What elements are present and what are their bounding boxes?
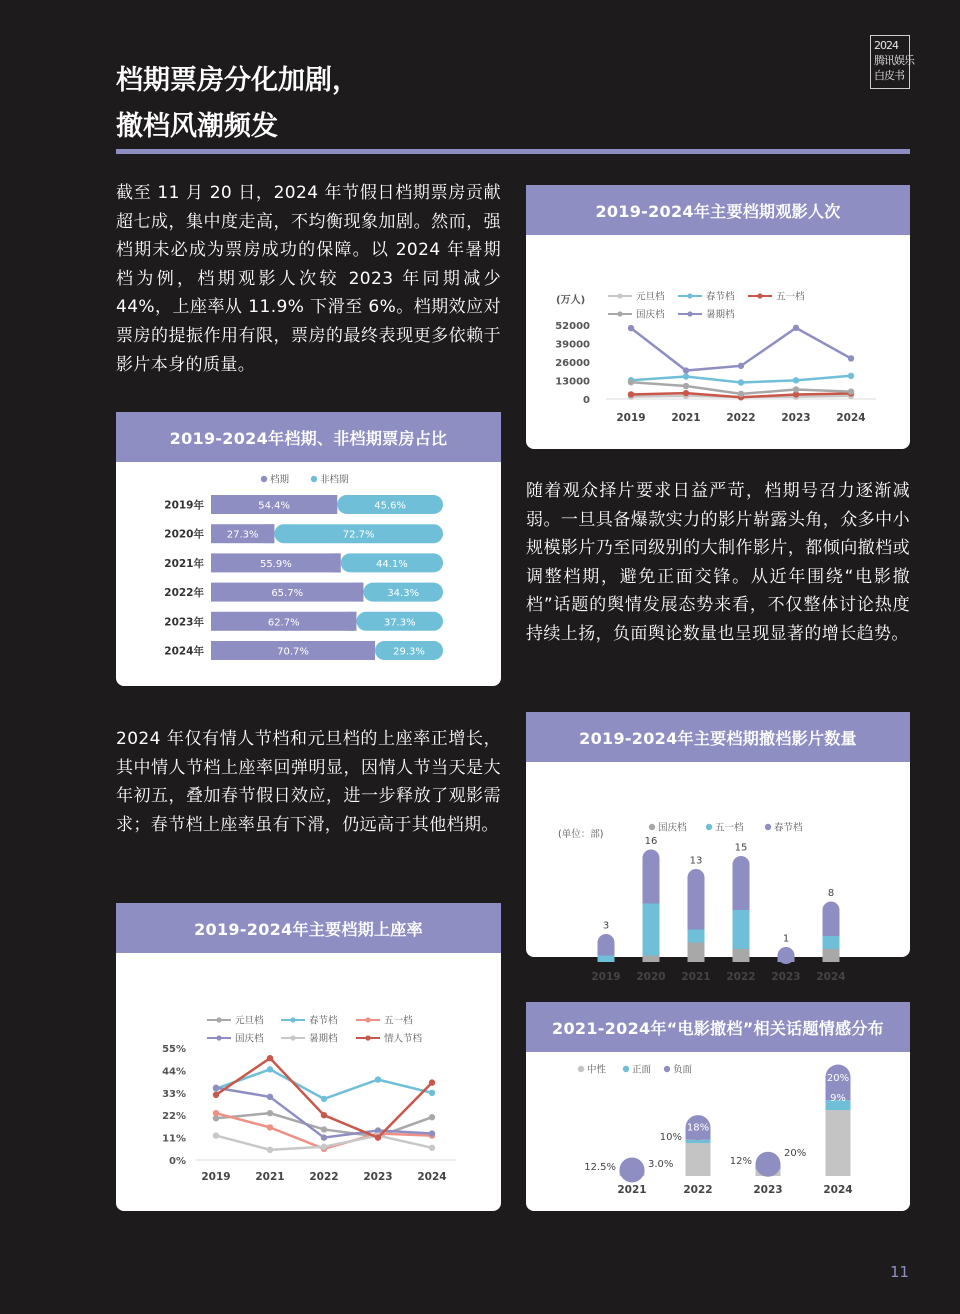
x-tick-label: 2024 [417,1171,447,1183]
x-tick-label: 2021 [255,1171,285,1183]
category-label: 2022年 [164,587,204,600]
bar-cap [733,856,750,873]
data-point [321,1126,327,1132]
data-label: 65.7% [271,588,304,600]
bar-cap [620,1157,645,1182]
paragraph-occupancy: 2024 年仅有情人节档和元旦档的上座率正增长，其中情人节档上座率回弹明显，因情人节当天是大年初五，叠加春节假日效应，进一步释放了观影需求；春节档上座率虽有下滑，仍远高于其他档期。 [116,729,501,835]
x-tick-label: 2023 [771,971,801,983]
y-tick-label: 39000 [555,339,590,351]
data-point [628,391,634,397]
logo-line: 腾讯娱乐 [874,54,914,67]
x-tick-label: 2019 [591,971,621,983]
x-tick-label: 2020 [636,971,666,983]
data-label: 8 [827,888,835,899]
data-label: 16 [644,836,658,847]
occupancy-chart-card [116,903,501,1211]
data-point [321,1134,327,1140]
legend-label: 国庆档 [235,1033,264,1045]
legend-label: 五一档 [384,1015,413,1027]
y-tick-label: 13000 [555,376,590,388]
x-tick-label: 2021 [681,971,711,983]
y-tick-label: 0 [583,395,590,406]
bar-cap [688,869,705,886]
data-label: 3.0% [648,1159,674,1170]
data-label: 9% [830,1093,846,1104]
data-point [267,1094,273,1100]
data-label: 29.3% [393,646,425,658]
legend-label: 五一档 [715,822,744,834]
category-label: 2021年 [164,557,204,570]
data-label: 18% [686,1122,710,1134]
occupancy-line-chart [116,953,501,1211]
bar-cap [823,902,840,919]
section-title-line: 档期票房分化加剧， [116,65,359,96]
legend-marker [311,476,317,482]
bar-cap [778,947,795,964]
whitepaper-logo [870,35,914,89]
data-point [628,325,634,331]
section-title [116,58,359,150]
x-tick-label: 2019 [201,1171,231,1183]
data-label: 12.5% [584,1162,616,1173]
bar-segment [686,1140,711,1143]
data-label: 15 [734,842,748,854]
legend-label: 五一档 [776,291,805,303]
bar-cap [756,1152,781,1177]
unit-label: (万人) [556,295,586,306]
bar-cap [598,934,615,951]
legend-label: 暑期档 [309,1033,338,1045]
category-label: 2019年 [164,499,204,512]
bar-cap [643,850,660,867]
legend-label: 元旦档 [235,1015,264,1027]
x-tick-label: 2022 [683,1184,713,1196]
bar-segment [733,910,750,949]
y-tick-label: 22% [162,1111,186,1123]
x-tick-label: 2022 [309,1171,339,1183]
data-label: 72.7% [342,529,375,541]
legend-marker [578,1066,584,1072]
withdrawn-bar-chart [526,762,910,983]
legend-marker [687,293,692,298]
data-point [429,1130,435,1136]
legend-label: 春节档 [774,822,803,834]
data-point [213,1132,219,1138]
data-point [429,1114,435,1120]
data-label: 55.9% [259,558,292,570]
bar-segment [643,904,660,956]
data-point [267,1124,273,1130]
data-label: 44.1% [375,558,408,570]
legend-marker [664,1066,670,1072]
audience-line-chart [526,235,910,449]
legend-label: 国庆档 [636,309,665,321]
logo-line: 2024 [874,39,898,52]
data-point [793,325,799,331]
x-tick-label: 2021 [617,1184,647,1196]
y-tick-label: 33% [162,1088,186,1100]
chart-title: 2019-2024年档期、非档期票房占比 [116,412,501,462]
y-tick-label: 52000 [555,321,590,332]
section-title-line: 撤档风潮频发 [116,111,278,142]
y-tick-label: 26000 [555,358,590,369]
chart-title: 2019-2024年主要档期上座率 [116,903,501,953]
data-point [429,1079,435,1085]
data-point [848,388,854,394]
legend-marker [365,1035,370,1040]
legend-marker [216,1035,221,1040]
paragraph-box-office: 截至 11 月 20 日，2024 年节假日档期票房贡献超七成，集中度走高，不均衡现象加剧。然而，强档期未必成为票房成功的保障。以 2024 年暑期档为例，档期观影人次较 2023 年同期减少 44%，上座率从 11.9% 下滑至 6%。档期效应对票房的提振作用有限，票房的最终表现更多依赖于影片本身的质量。 [116,183,501,375]
legend-marker [765,824,771,830]
legend-marker [290,1035,295,1040]
legend-label: 中性 [587,1064,607,1076]
data-point [628,379,634,385]
data-point [429,1145,435,1151]
data-point [683,390,689,396]
x-tick-label: 2021 [671,412,701,424]
bar-segment [598,956,615,963]
data-label: 10% [659,1132,682,1143]
y-tick-label: 11% [162,1133,186,1145]
bar-segment [688,943,705,963]
legend-marker [216,1017,221,1022]
bar-segment [733,949,750,962]
bar-segment [643,956,660,963]
data-point [848,373,854,379]
data-label: 34.3% [387,588,420,600]
legend-marker [290,1017,295,1022]
sentiment-bar-chart [526,1052,910,1211]
data-label: 37.3% [383,617,416,629]
category-label: 2023年 [164,616,204,629]
audience-chart-card [526,185,910,449]
data-label: 12% [729,1156,752,1167]
legend-marker [687,311,692,316]
x-tick-label: 2024 [816,971,846,983]
data-point [321,1144,327,1150]
data-label: 1 [782,933,790,945]
x-tick-label: 2022 [726,412,756,424]
withdrawn-chart-card [526,712,910,983]
data-label: 70.7% [277,646,309,658]
legend-label: 元旦档 [636,291,665,303]
legend-label: 春节档 [706,291,735,303]
legend-marker [617,293,622,298]
data-point [375,1134,381,1140]
legend-marker [261,476,267,482]
legend-label: 情人节档 [384,1033,423,1045]
x-tick-label: 2024 [836,412,866,424]
data-point [738,391,744,397]
bar-segment [823,949,840,962]
x-tick-label: 2023 [781,412,811,424]
data-label: 62.7% [267,617,300,629]
logo-line: 白皮书 [874,69,904,82]
legend-label: 负面 [673,1064,693,1076]
data-label: 13 [689,855,703,867]
bar-segment [823,936,840,949]
legend-marker [706,824,712,830]
data-point [848,355,854,361]
bar-segment [688,930,705,943]
data-point [213,1085,219,1091]
x-tick-label: 2023 [753,1184,783,1196]
data-point [793,377,799,383]
x-tick-label: 2019 [616,412,646,424]
data-point [321,1096,327,1102]
data-label: 54.4% [258,500,290,512]
sentiment-chart-card [526,1002,910,1211]
data-point [429,1090,435,1096]
data-point [213,1092,219,1098]
y-tick-label: 44% [162,1066,186,1078]
data-point [738,379,744,385]
data-point [267,1147,273,1153]
data-point [683,367,689,373]
chart-title: 2019-2024年主要档期撤档影片数量 [526,712,910,762]
legend-label: 暑期档 [706,309,735,321]
unit-label: (单位：部) [558,829,604,840]
data-point [683,383,689,389]
legend-label: 档期 [270,474,290,486]
legend-marker [623,1066,629,1072]
chart-title: 2021-2024年“电影撤档”相关话题情感分布 [526,1002,910,1052]
bar-segment [826,1110,851,1176]
legend-marker [649,824,655,830]
legend-label: 非档期 [320,474,349,486]
data-point [793,386,799,392]
data-point [267,1110,273,1116]
data-point [267,1066,273,1072]
data-point [267,1055,273,1061]
legend-label: 春节档 [309,1015,338,1027]
x-tick-label: 2023 [363,1171,393,1183]
share-chart-card [116,412,501,686]
data-label: 45.6% [374,500,406,512]
x-tick-label: 2022 [726,971,756,983]
legend-marker [617,311,622,316]
data-point [321,1112,327,1118]
legend-marker [757,293,762,298]
data-label: 20% [826,1073,850,1084]
title-divider [116,149,910,154]
legend-label: 国庆档 [658,822,687,834]
legend-marker [365,1017,370,1022]
data-point [375,1076,381,1082]
bar-segment [686,1143,711,1176]
category-label: 2024年 [164,645,204,658]
data-label: 20% [784,1148,807,1159]
category-label: 2020年 [164,528,204,541]
share-bar-chart [116,462,501,686]
y-tick-label: 55% [162,1044,186,1055]
data-label: 27.3% [226,529,259,541]
chart-title: 2019-2024年主要档期观影人次 [526,185,910,235]
paragraph-withdrawal: 随着观众择片要求日益严苛，档期号召力逐渐减弱。一旦具备爆款实力的影片崭露头角，众多中小规模影片乃至同级别的大制作影片，都倾向撤档或调整档期，避免正面交锋。从近年围绕“电影撤档”话题的舆情发展态势来看，不仅整体讨论热度持续上扬，负面舆论数量也呈现显著的增长趋势。 [526,481,910,644]
x-tick-label: 2024 [823,1184,853,1196]
data-point [683,373,689,379]
data-point [213,1110,219,1116]
legend-label: 正面 [632,1064,652,1076]
y-tick-label: 0% [169,1156,186,1167]
data-label: 3 [602,920,610,932]
data-point [738,363,744,369]
page-number: 11 [890,1263,910,1281]
